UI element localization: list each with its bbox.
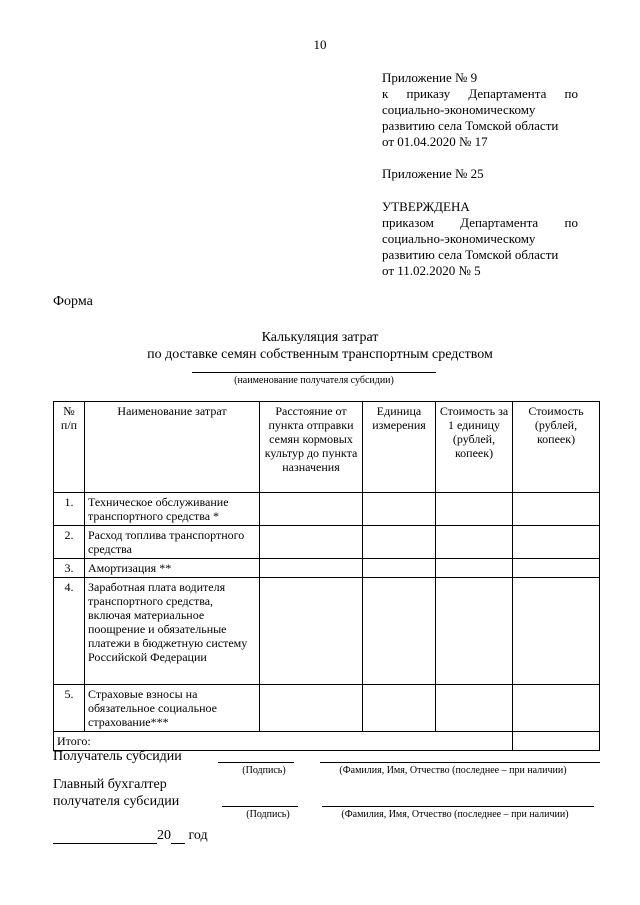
cell-distance[interactable] xyxy=(260,493,363,526)
approved-line: приказом Департамента по xyxy=(382,215,578,230)
cell-unit-cost[interactable] xyxy=(436,493,513,526)
year-prefix: 20 xyxy=(157,828,171,843)
cell-cost[interactable] xyxy=(513,559,600,578)
cell-total-cost[interactable] xyxy=(513,732,600,751)
accountant-signature-caption: (Подпись) xyxy=(246,809,290,820)
header-num: № п/п xyxy=(54,402,85,493)
table-row xyxy=(54,685,600,732)
appendix-9-line: к приказу Департамента по xyxy=(382,86,578,101)
cell-distance[interactable] xyxy=(260,578,363,685)
header-name: Наименование затрат xyxy=(85,402,260,493)
appendix-9-line: социально-экономическому xyxy=(382,102,536,117)
cell-cost[interactable] xyxy=(513,526,600,559)
form-label: Форма xyxy=(53,294,93,309)
table-row xyxy=(54,578,600,685)
document-subtitle: по доставке семян собственным транспортным средством xyxy=(147,347,493,362)
cell-cost[interactable] xyxy=(513,685,600,732)
recipient-caption: (наименование получателя субсидии) xyxy=(234,375,394,386)
row-num: 1. xyxy=(54,493,85,526)
page-number: 10 xyxy=(313,37,327,52)
recipient-name-caption: (Фамилия, Имя, Отчество (последнее – при наличии) xyxy=(339,765,567,776)
approved-line: социально-экономическому xyxy=(382,231,536,246)
cell-cost[interactable] xyxy=(513,493,600,526)
cell-distance[interactable] xyxy=(260,685,363,732)
appendix-9-title: Приложение № 9 xyxy=(382,70,478,85)
cell-unit-cost[interactable] xyxy=(436,559,513,578)
cell-unit[interactable] xyxy=(363,526,436,559)
cell-distance[interactable] xyxy=(260,526,363,559)
cell-unit[interactable] xyxy=(363,578,436,685)
row-num: 3. xyxy=(54,559,85,578)
row-num: 2. xyxy=(54,526,85,559)
cell-distance[interactable] xyxy=(260,559,363,578)
document-title xyxy=(0,329,640,363)
accountant-label-line: получателя субсидии xyxy=(53,794,180,809)
row-name: Амортизация ** xyxy=(85,559,260,578)
cell-cost[interactable] xyxy=(513,578,600,685)
cell-unit[interactable] xyxy=(363,685,436,732)
table-row xyxy=(54,526,600,559)
total-label: Итого: xyxy=(54,732,513,751)
accountant-name-caption: (Фамилия, Имя, Отчество (последнее – при наличии) xyxy=(341,809,569,820)
approved-line: от 11.02.2020 № 5 xyxy=(382,263,481,278)
recipient-signature-caption: (Подпись) xyxy=(242,765,286,776)
row-num: 5. xyxy=(54,685,85,732)
accountant-label-line: Главный бухгалтер xyxy=(53,777,167,792)
date-line xyxy=(53,828,208,844)
year-blank[interactable] xyxy=(171,830,185,844)
approved-block xyxy=(382,199,578,279)
accountant-name-line[interactable] xyxy=(322,806,594,807)
date-blank[interactable] xyxy=(53,830,157,844)
cell-unit-cost[interactable] xyxy=(436,578,513,685)
header-unit: Единица измерения xyxy=(363,402,436,493)
recipient-signature-line[interactable] xyxy=(218,762,294,763)
accountant-label xyxy=(53,776,179,810)
appendix-9-line: от 01.04.2020 № 17 xyxy=(382,134,488,149)
cell-unit[interactable] xyxy=(363,493,436,526)
header-distance: Расстояние от пункта отправки семян кормовых культур до пункта назначения xyxy=(260,402,363,493)
appendix-25-title: Приложение № 25 xyxy=(382,166,484,181)
row-name: Расход топлива транспортного средства xyxy=(85,526,260,559)
row-name: Страховые взносы на обязательное социальное страхование*** xyxy=(85,685,260,732)
accountant-signature-line[interactable] xyxy=(222,806,298,807)
recipient-name-line[interactable] xyxy=(192,372,436,373)
header-cost: Стоимость (рублей, копеек) xyxy=(513,402,600,493)
row-name: Техническое обслуживание транспортного средства * xyxy=(85,493,260,526)
header-unit-cost: Стоимость за 1 единицу (рублей, копеек) xyxy=(436,402,513,493)
cell-unit-cost[interactable] xyxy=(436,685,513,732)
row-name: Заработная плата водителя транспортного средства, включая материальное поощрение и обязательные платежи в бюджетную систему Российской Федерации xyxy=(85,578,260,685)
approved-line: развитию села Томской области xyxy=(382,247,559,262)
recipient-label: Получатель субсидии xyxy=(53,749,182,764)
cost-table xyxy=(53,401,600,751)
table-row xyxy=(54,559,600,578)
table-row xyxy=(54,493,600,526)
approved-title: УТВЕРЖДЕНА xyxy=(382,199,470,214)
table-header-row xyxy=(54,402,600,493)
appendix-9-line: развитию села Томской области xyxy=(382,118,559,133)
year-suffix: год xyxy=(188,828,208,843)
row-num: 4. xyxy=(54,578,85,685)
appendix-9-block xyxy=(382,70,578,150)
cell-unit-cost[interactable] xyxy=(436,526,513,559)
document-title-line: Калькуляция затрат xyxy=(261,330,379,345)
recipient-name-line-sig[interactable] xyxy=(320,762,600,763)
cell-unit[interactable] xyxy=(363,559,436,578)
